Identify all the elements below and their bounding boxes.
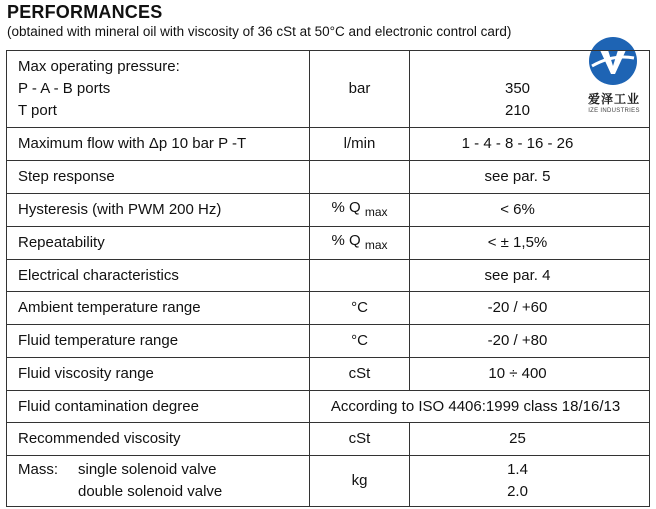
pressure-t-value: 210: [504, 102, 531, 119]
pressure-label-cell: [7, 51, 310, 128]
step-label: Step response: [7, 161, 310, 194]
hysteresis-label: Hysteresis (with PWM 200 Hz): [7, 194, 310, 227]
table-row: [7, 358, 650, 391]
ambient-label: Ambient temperature range: [7, 292, 310, 325]
table-row: [7, 227, 650, 260]
mass-label: Mass:: [18, 461, 59, 478]
table-row: [7, 456, 650, 507]
flow-label: Maximum flow with Δp 10 bar P -T: [7, 128, 310, 161]
flow-unit: l/min: [310, 128, 410, 161]
repeatability-unit: % Q: [331, 232, 361, 249]
table-row: [7, 325, 650, 358]
logo-english-text: IZE INDUSTRIES: [588, 108, 640, 114]
recommended-value: 25: [410, 423, 650, 456]
mass-double-value: 2.0: [507, 483, 528, 500]
mass-label-cell: [7, 456, 310, 507]
table-row: [7, 194, 650, 227]
table-row: [7, 260, 650, 292]
fluid-temp-value: -20 / +80: [410, 325, 650, 358]
table-row: [7, 391, 650, 423]
hysteresis-value: < 6%: [410, 194, 650, 227]
fluid-temp-unit: °C: [310, 325, 410, 358]
repeatability-value: < ± 1,5%: [410, 227, 650, 260]
viscosity-range-label: Fluid viscosity range: [7, 358, 310, 391]
page-subtitle: (obtained with mineral oil with viscosity of 36 cSt at 50°C and electronic control card): [7, 24, 512, 39]
viscosity-range-unit: cSt: [310, 358, 410, 391]
mass-values-cell: [410, 456, 650, 507]
hysteresis-unit-cell: [310, 194, 410, 227]
fluid-temp-label: Fluid temperature range: [7, 325, 310, 358]
repeatability-label: Repeatability: [7, 227, 310, 260]
hysteresis-unit: % Q: [331, 199, 361, 216]
electrical-unit: [310, 260, 410, 292]
mass-single-value: 1.4: [507, 461, 528, 478]
pressure-pab-label: P - A - B ports: [18, 80, 111, 97]
mass-unit: kg: [310, 456, 410, 507]
viscosity-range-value: 10 ÷ 400: [410, 358, 650, 391]
repeatability-unit-cell: [310, 227, 410, 260]
flow-value: 1 - 4 - 8 - 16 - 26: [410, 128, 650, 161]
recommended-unit: cSt: [310, 423, 410, 456]
pressure-values-cell: [410, 51, 650, 128]
logo-chinese-text: 爱泽工业: [587, 92, 640, 106]
performance-table: [6, 50, 650, 507]
hysteresis-unit-sub: max: [364, 205, 388, 219]
pressure-pab-value: 350: [504, 80, 531, 97]
repeatability-unit-sub: max: [364, 238, 388, 252]
electrical-value: see par. 4: [410, 260, 650, 292]
table-row: [7, 292, 650, 325]
step-value: see par. 5: [410, 161, 650, 194]
pressure-unit: bar: [310, 51, 410, 128]
table-row: [7, 423, 650, 456]
ambient-value: -20 / +60: [410, 292, 650, 325]
pressure-t-label: T port: [18, 102, 57, 119]
ambient-unit: °C: [310, 292, 410, 325]
contamination-value: According to ISO 4406:1999 class 18/16/13: [310, 391, 650, 423]
mass-single-label: single solenoid valve: [78, 461, 217, 478]
table-row: [7, 161, 650, 194]
pressure-label: Max operating pressure:: [18, 58, 180, 75]
table-row: [7, 51, 650, 128]
table-row: [7, 128, 650, 161]
electrical-label: Electrical characteristics: [7, 260, 310, 292]
step-unit: [310, 161, 410, 194]
recommended-label: Recommended viscosity: [7, 423, 310, 456]
mass-double-label: double solenoid valve: [78, 483, 223, 500]
page-title: PERFORMANCES: [7, 2, 163, 22]
contamination-label: Fluid contamination degree: [7, 391, 310, 423]
